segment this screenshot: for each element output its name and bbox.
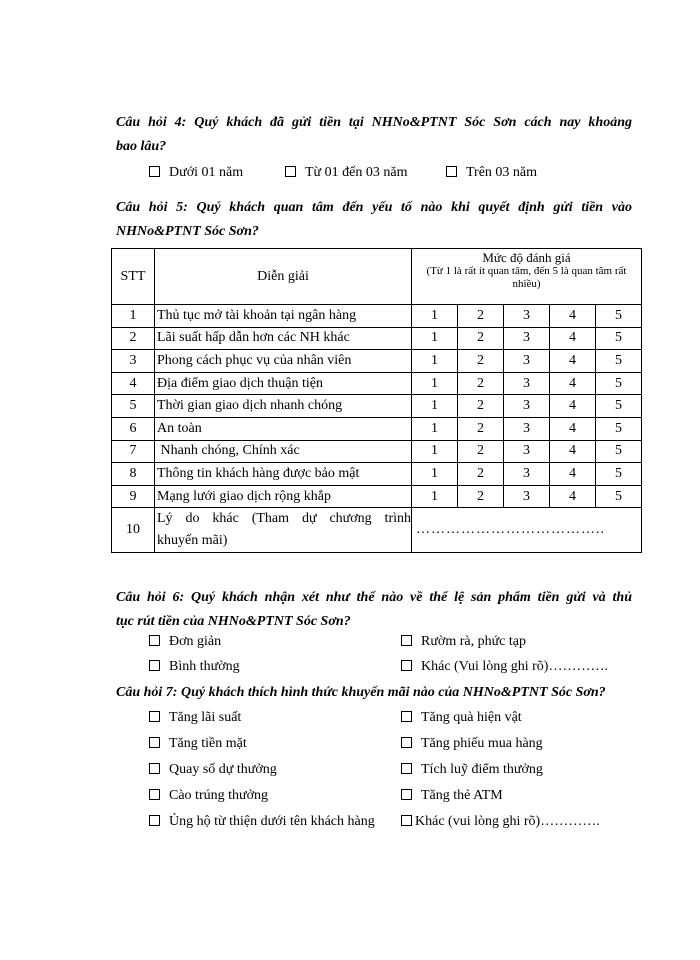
rating-5[interactable]: 5 [596,350,642,373]
rating-2[interactable]: 2 [458,417,504,440]
checkbox[interactable] [401,789,412,800]
rating-1[interactable]: 1 [412,395,458,418]
q7-option-charity[interactable]: Ủng hộ từ thiện dưới tên khách hàng [149,813,375,831]
row-number: 8 [112,463,155,486]
q6-option-other[interactable]: Khác (Vui lòng ghi rõ)…………. [401,658,608,676]
rating-4[interactable]: 4 [550,395,596,418]
rating-5[interactable]: 5 [596,395,642,418]
q6-option-normal[interactable]: Bình thường [149,658,240,676]
rating-1[interactable]: 1 [412,485,458,508]
rating-3[interactable]: 3 [504,417,550,440]
q7-option-cash[interactable]: Tăng tiền mặt [149,735,247,753]
rating-1[interactable]: 1 [412,350,458,373]
rating-2[interactable]: 2 [458,395,504,418]
header-rating [412,249,642,305]
rating-5[interactable]: 5 [596,305,642,328]
table-row [112,350,642,373]
row-description-other: Lý do khác (Tham dự chương trình khuyến mãi) [155,508,412,553]
row-number: 5 [112,395,155,418]
q7-option-scratch[interactable]: Cào trúng thưởng [149,787,268,805]
rating-5[interactable]: 5 [596,440,642,463]
checkbox[interactable] [285,166,296,177]
rating-3[interactable]: 3 [504,440,550,463]
checkbox[interactable] [149,711,160,722]
rating-2[interactable]: 2 [458,463,504,486]
checkbox[interactable] [401,763,412,774]
row-number: 7 [112,440,155,463]
row-description: Lãi suất hấp dẫn hơn các NH khác [155,327,412,350]
table-row [112,440,642,463]
row-number: 6 [112,417,155,440]
question-4-line-2: bao lâu? [116,139,167,154]
rating-1[interactable]: 1 [412,417,458,440]
table-header-row [112,249,642,305]
checkbox[interactable] [401,737,412,748]
rating-1[interactable]: 1 [412,440,458,463]
q7-option-interest[interactable]: Tăng lãi suất [149,709,241,727]
rating-1[interactable]: 1 [412,463,458,486]
rating-3[interactable]: 3 [504,372,550,395]
rating-4[interactable]: 4 [550,485,596,508]
row-number: 2 [112,327,155,350]
row-description: An toàn [155,417,412,440]
row-description: Thời gian giao dịch nhanh chóng [155,395,412,418]
row-number: 1 [112,305,155,328]
checkbox[interactable] [149,660,160,671]
rating-2[interactable]: 2 [458,350,504,373]
rating-3[interactable]: 3 [504,350,550,373]
rating-1[interactable]: 1 [412,327,458,350]
header-description: Diễn giải [155,249,412,305]
rating-4[interactable]: 4 [550,327,596,350]
table-row [112,372,642,395]
rating-5[interactable]: 5 [596,463,642,486]
rating-2[interactable]: 2 [458,485,504,508]
q7-option-atm-card[interactable]: Tăng thẻ ATM [401,787,503,805]
checkbox[interactable] [149,635,160,646]
rating-table [111,248,642,553]
table-row [112,395,642,418]
row-number: 4 [112,372,155,395]
table-row [112,463,642,486]
checkbox[interactable] [149,166,160,177]
rating-4[interactable]: 4 [550,440,596,463]
rating-4[interactable]: 4 [550,417,596,440]
row-description: Thông tin khách hàng được bảo mật [155,463,412,486]
table-row [112,485,642,508]
question-6-line-2: tục rút tiền của NHNo&PTNT Sóc Sơn? [116,614,351,629]
checkbox[interactable] [401,660,412,671]
rating-4[interactable]: 4 [550,350,596,373]
rating-3[interactable]: 3 [504,395,550,418]
rating-4[interactable]: 4 [550,372,596,395]
rating-3[interactable]: 3 [504,327,550,350]
rating-2[interactable]: 2 [458,327,504,350]
rating-1[interactable]: 1 [412,305,458,328]
q6-option-complicated[interactable]: Rườm rà, phức tạp [401,633,526,651]
checkbox[interactable] [401,635,412,646]
q7-option-voucher[interactable]: Tăng phiếu mua hàng [401,735,543,753]
row-description: Địa điểm giao dịch thuận tiện [155,372,412,395]
q7-option-lottery[interactable]: Quay số dự thưởng [149,761,277,779]
table-row-other [112,508,642,553]
checkbox[interactable] [149,789,160,800]
q4-option-over-3-years[interactable]: Trên 03 năm [446,164,537,182]
row-number: 9 [112,485,155,508]
checkbox[interactable] [401,711,412,722]
question-5 [116,196,632,244]
question-6-line-1: Câu hỏi 6: Quý khách nhận xét như thế nào về thể lệ sản phẩm tiền gửi và thủ [116,590,632,605]
rating-4[interactable]: 4 [550,305,596,328]
rating-2[interactable]: 2 [458,440,504,463]
rating-5[interactable]: 5 [596,485,642,508]
other-reason-fill-in[interactable]: ……………………………….. [412,508,642,553]
row-number: 10 [112,508,155,553]
rating-4[interactable]: 4 [550,463,596,486]
question-7-line-1: Câu hỏi 7: Quý khách thích hình thức khuyến mãi nào của NHNo&PTNT Sóc Sơn? [116,685,606,700]
rating-5[interactable]: 5 [596,327,642,350]
q4-option-under-1-year[interactable]: Dưới 01 năm [149,164,243,182]
header-stt: STT [112,249,155,305]
q7-option-other[interactable]: Khác (vui lòng ghi rõ)…………. [401,813,600,831]
rating-3[interactable]: 3 [504,305,550,328]
checkbox[interactable] [149,763,160,774]
question-5-line-2: NHNo&PTNT Sóc Sơn? [116,224,259,239]
rating-2[interactable]: 2 [458,372,504,395]
q6-option-simple[interactable]: Đơn giản [149,633,221,651]
checkbox[interactable] [149,737,160,748]
row-number: 3 [112,350,155,373]
rating-5[interactable]: 5 [596,417,642,440]
q7-option-gift[interactable]: Tăng quà hiện vật [401,709,522,727]
checkbox[interactable] [149,815,160,826]
table-row [112,417,642,440]
row-description: Nhanh chóng, Chính xác [155,440,412,463]
rating-3[interactable]: 3 [504,463,550,486]
row-description: Phong cách phục vụ của nhân viên [155,350,412,373]
q4-option-1-to-3-years[interactable]: Từ 01 đến 03 năm [285,164,407,182]
rating-3[interactable]: 3 [504,485,550,508]
question-4-line-1: Câu hỏi 4: Quý khách đã gửi tiền tại NHNo&PTNT Sóc Sơn cách nay khoảng [116,115,632,130]
rating-subtitle: (Từ 1 là rất ít quan tâm, đến 5 là quan tâm rất nhiều) [426,265,627,290]
question-7 [116,681,636,705]
checkbox[interactable] [401,815,412,826]
question-5-line-1: Câu hỏi 5: Quý khách quan tâm đến yếu tố nào khi quyết định gửi tiền vào [116,200,632,215]
checkbox[interactable] [446,166,457,177]
question-4 [116,111,632,159]
rating-5[interactable]: 5 [596,372,642,395]
row-description: Thủ tục mở tài khoản tại ngân hàng [155,305,412,328]
table-row [112,327,642,350]
table-row [112,305,642,328]
q7-option-points[interactable]: Tích luỹ điểm thưởng [401,761,543,779]
rating-title: Mức độ đánh giá [482,250,571,265]
question-6 [116,586,632,634]
rating-1[interactable]: 1 [412,372,458,395]
row-description: Mạng lưới giao dịch rộng khắp [155,485,412,508]
rating-2[interactable]: 2 [458,305,504,328]
